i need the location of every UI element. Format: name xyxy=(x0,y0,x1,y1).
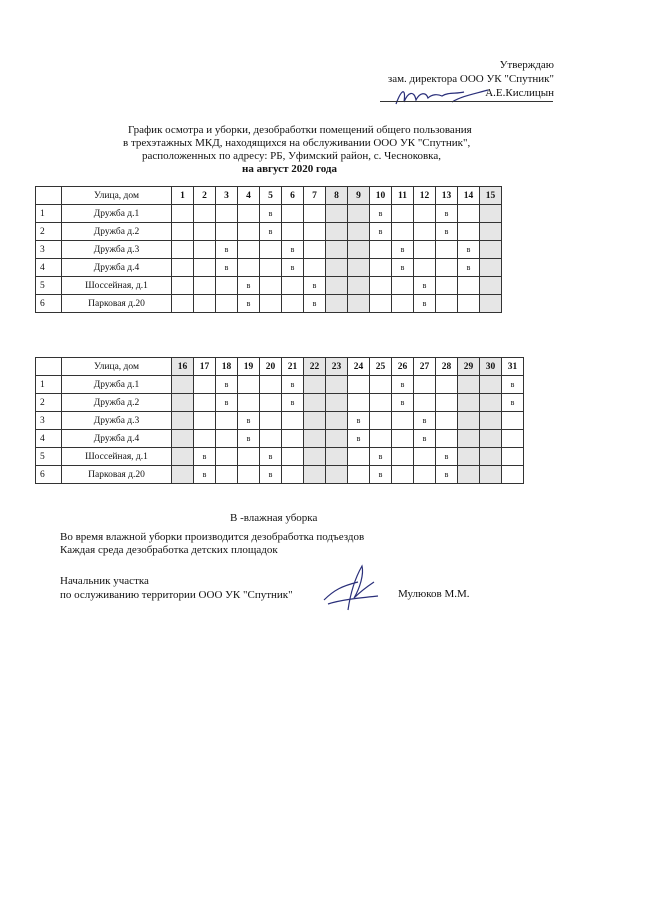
schedule-cell xyxy=(414,205,436,223)
table-row xyxy=(36,241,502,259)
schedule-cell: в xyxy=(436,466,458,484)
day-header: 21 xyxy=(282,358,304,376)
schedule-cell: в xyxy=(194,448,216,466)
schedule-cell xyxy=(216,223,238,241)
table-row xyxy=(36,466,524,484)
schedule-cell xyxy=(238,205,260,223)
schedule-cell: в xyxy=(216,376,238,394)
schedule-cell xyxy=(392,295,414,313)
schedule-cell xyxy=(436,295,458,313)
schedule-cell: в xyxy=(238,277,260,295)
schedule-cell: в xyxy=(414,295,436,313)
schedule-cell xyxy=(348,448,370,466)
schedule-cell xyxy=(502,412,524,430)
schedule-cell xyxy=(458,223,480,241)
row-street: Парковая д.20 xyxy=(62,295,172,313)
schedule-cell xyxy=(348,376,370,394)
schedule-cell xyxy=(260,277,282,295)
table-row xyxy=(36,259,502,277)
schedule-cell xyxy=(348,259,370,277)
schedule-cell xyxy=(238,376,260,394)
schedule-cell xyxy=(348,241,370,259)
row-street: Дружба д.2 xyxy=(62,394,172,412)
schedule-cell xyxy=(326,295,348,313)
schedule-cell xyxy=(502,448,524,466)
schedule-cell xyxy=(370,394,392,412)
day-header: 23 xyxy=(326,358,348,376)
legend: В -влажная уборка xyxy=(230,512,318,524)
table-row xyxy=(36,277,502,295)
schedule-cell xyxy=(304,241,326,259)
row-number: 5 xyxy=(36,277,62,295)
schedule-cell xyxy=(326,223,348,241)
schedule-cell xyxy=(260,241,282,259)
schedule-cell xyxy=(172,223,194,241)
schedule-cell xyxy=(326,205,348,223)
schedule-cell xyxy=(370,412,392,430)
schedule-cell xyxy=(414,223,436,241)
approval-signature-line xyxy=(380,101,553,102)
schedule-cell: в xyxy=(238,430,260,448)
schedule-cell xyxy=(304,430,326,448)
schedule-cell xyxy=(260,430,282,448)
chief-signature xyxy=(318,560,388,614)
note-1: Во время влажной уборки производится дезобработка подъездов xyxy=(60,531,365,543)
schedule-cell xyxy=(304,448,326,466)
day-header: 2 xyxy=(194,187,216,205)
schedule-cell xyxy=(480,412,502,430)
schedule-cell xyxy=(194,259,216,277)
schedule-cell xyxy=(260,376,282,394)
day-header: 30 xyxy=(480,358,502,376)
day-header: 12 xyxy=(414,187,436,205)
schedule-cell xyxy=(282,295,304,313)
day-header: 31 xyxy=(502,358,524,376)
schedule-cell: в xyxy=(392,394,414,412)
schedule-cell xyxy=(216,430,238,448)
title-line-2: в трехэтажных МКД, находящихся на обслуживании ООО УК "Спутник", xyxy=(123,137,471,149)
schedule-cell xyxy=(392,277,414,295)
schedule-cell xyxy=(414,376,436,394)
day-header: 18 xyxy=(216,358,238,376)
table-row xyxy=(36,223,502,241)
row-street: Дружба д.2 xyxy=(62,223,172,241)
table-header-row xyxy=(36,358,524,376)
schedule-cell xyxy=(304,394,326,412)
header-street: Улица, дом xyxy=(62,358,172,376)
day-header: 28 xyxy=(436,358,458,376)
schedule-cell xyxy=(326,412,348,430)
schedule-cell xyxy=(304,259,326,277)
schedule-cell xyxy=(414,394,436,412)
schedule-cell xyxy=(370,376,392,394)
table-row xyxy=(36,430,524,448)
schedule-cell xyxy=(370,430,392,448)
schedule-cell xyxy=(414,448,436,466)
schedule-cell xyxy=(502,430,524,448)
schedule-cell xyxy=(458,376,480,394)
schedule-cell xyxy=(392,412,414,430)
schedule-cell xyxy=(216,466,238,484)
notes xyxy=(60,531,364,557)
day-header: 14 xyxy=(458,187,480,205)
schedule-cell xyxy=(194,394,216,412)
schedule-cell xyxy=(348,205,370,223)
schedule-cell xyxy=(348,394,370,412)
schedule-cell xyxy=(172,295,194,313)
schedule-cell xyxy=(480,466,502,484)
schedule-cell xyxy=(392,223,414,241)
schedule-cell xyxy=(370,277,392,295)
day-header: 1 xyxy=(172,187,194,205)
table-row xyxy=(36,295,502,313)
table-row xyxy=(36,412,524,430)
day-header: 24 xyxy=(348,358,370,376)
row-number: 3 xyxy=(36,412,62,430)
schedule-cell: в xyxy=(502,394,524,412)
header-num-cell xyxy=(36,358,62,376)
schedule-cell xyxy=(502,466,524,484)
schedule-cell: в xyxy=(502,376,524,394)
schedule-cell: в xyxy=(260,223,282,241)
schedule-cell: в xyxy=(370,205,392,223)
schedule-cell xyxy=(326,376,348,394)
schedule-cell: в xyxy=(260,466,282,484)
schedule-cell xyxy=(304,376,326,394)
schedule-cell xyxy=(480,448,502,466)
row-street: Дружба д.1 xyxy=(62,205,172,223)
schedule-cell xyxy=(304,205,326,223)
schedule-cell xyxy=(172,205,194,223)
day-header: 5 xyxy=(260,187,282,205)
schedule-cell xyxy=(238,241,260,259)
schedule-cell xyxy=(172,376,194,394)
row-number: 6 xyxy=(36,466,62,484)
schedule-cell xyxy=(326,277,348,295)
schedule-cell xyxy=(172,448,194,466)
row-street: Дружба д.3 xyxy=(62,241,172,259)
table-row xyxy=(36,394,524,412)
schedule-cell xyxy=(194,430,216,448)
schedule-cell xyxy=(194,205,216,223)
schedule-cell: в xyxy=(392,376,414,394)
row-number: 5 xyxy=(36,448,62,466)
schedule-cell xyxy=(216,277,238,295)
schedule-cell: в xyxy=(216,259,238,277)
schedule-cell xyxy=(172,241,194,259)
header-street: Улица, дом xyxy=(62,187,172,205)
schedule-cell: в xyxy=(436,205,458,223)
schedule-cell xyxy=(480,223,502,241)
day-header: 26 xyxy=(392,358,414,376)
schedule-cell xyxy=(458,448,480,466)
schedule-cell xyxy=(282,223,304,241)
schedule-cell xyxy=(458,430,480,448)
schedule-cell xyxy=(326,430,348,448)
schedule-cell xyxy=(436,259,458,277)
schedule-cell xyxy=(480,430,502,448)
row-street: Дружба д.1 xyxy=(62,376,172,394)
day-header: 8 xyxy=(326,187,348,205)
schedule-cell xyxy=(172,259,194,277)
schedule-cell xyxy=(172,394,194,412)
schedule-cell xyxy=(392,466,414,484)
schedule-cell xyxy=(194,241,216,259)
schedule-cell xyxy=(282,412,304,430)
chief-title: Начальник участка xyxy=(60,575,149,587)
schedule-cell xyxy=(304,223,326,241)
schedule-cell: в xyxy=(260,448,282,466)
schedule-cell xyxy=(458,277,480,295)
schedule-cell: в xyxy=(370,448,392,466)
day-header: 15 xyxy=(480,187,502,205)
schedule-cell xyxy=(172,466,194,484)
schedule-cell xyxy=(216,205,238,223)
schedule-cell: в xyxy=(194,466,216,484)
row-number: 4 xyxy=(36,259,62,277)
schedule-cell xyxy=(216,448,238,466)
schedule-cell xyxy=(260,394,282,412)
schedule-cell xyxy=(458,412,480,430)
schedule-cell xyxy=(260,295,282,313)
day-header: 29 xyxy=(458,358,480,376)
note-2: Каждая среда дезобработка детских площадок xyxy=(60,544,278,556)
schedule-cell xyxy=(480,241,502,259)
schedule-cell: в xyxy=(304,295,326,313)
day-header: 25 xyxy=(370,358,392,376)
schedule-cell xyxy=(282,430,304,448)
title-period: на август 2020 года xyxy=(242,163,337,175)
schedule-cell xyxy=(436,241,458,259)
row-number: 1 xyxy=(36,205,62,223)
approval-name: А.Е.Кислицын xyxy=(485,87,554,99)
schedule-cell xyxy=(436,412,458,430)
schedule-cell xyxy=(172,412,194,430)
schedule-cell: в xyxy=(238,295,260,313)
schedule-cell xyxy=(194,295,216,313)
schedule-cell xyxy=(414,241,436,259)
schedule-cell xyxy=(480,259,502,277)
schedule-cell xyxy=(348,223,370,241)
row-street: Шоссейная, д.1 xyxy=(62,448,172,466)
day-header: 6 xyxy=(282,187,304,205)
schedule-cell xyxy=(326,448,348,466)
schedule-cell xyxy=(392,448,414,466)
schedule-cell xyxy=(480,205,502,223)
row-number: 2 xyxy=(36,223,62,241)
schedule-cell xyxy=(458,466,480,484)
table-row xyxy=(36,205,502,223)
row-street: Дружба д.4 xyxy=(62,430,172,448)
schedule-cell xyxy=(260,412,282,430)
table-header-row xyxy=(36,187,502,205)
table-row xyxy=(36,448,524,466)
schedule-cell: в xyxy=(348,412,370,430)
schedule-cell xyxy=(480,277,502,295)
schedule-cell xyxy=(326,241,348,259)
day-header: 20 xyxy=(260,358,282,376)
row-street: Шоссейная, д.1 xyxy=(62,277,172,295)
day-header: 11 xyxy=(392,187,414,205)
schedule-cell: в xyxy=(282,394,304,412)
schedule-table-2 xyxy=(35,357,524,484)
schedule-table-1 xyxy=(35,186,502,313)
day-header: 19 xyxy=(238,358,260,376)
approval-position: зам. директора ООО УК "Спутник" xyxy=(387,73,554,85)
schedule-cell xyxy=(436,277,458,295)
day-header: 27 xyxy=(414,358,436,376)
day-header: 13 xyxy=(436,187,458,205)
schedule-cell xyxy=(216,412,238,430)
schedule-cell xyxy=(326,466,348,484)
schedule-cell: в xyxy=(436,448,458,466)
schedule-cell: в xyxy=(414,430,436,448)
schedule-cell: в xyxy=(216,241,238,259)
chief-block xyxy=(60,574,293,602)
schedule-cell xyxy=(436,394,458,412)
schedule-cell xyxy=(238,223,260,241)
schedule-cell xyxy=(458,205,480,223)
schedule-cell xyxy=(392,430,414,448)
chief-name: Мулюков М.М. xyxy=(398,588,470,600)
schedule-cell: в xyxy=(392,241,414,259)
document-title xyxy=(123,124,472,176)
title-line-3: расположенных по адресу: РБ, Уфимский район, с. Чесноковка, xyxy=(142,150,441,162)
row-number: 6 xyxy=(36,295,62,313)
schedule-cell xyxy=(216,295,238,313)
schedule-cell xyxy=(370,241,392,259)
header-num-cell xyxy=(36,187,62,205)
schedule-cell xyxy=(370,295,392,313)
schedule-cell xyxy=(304,412,326,430)
row-number: 4 xyxy=(36,430,62,448)
schedule-cell xyxy=(458,295,480,313)
schedule-cell: в xyxy=(216,394,238,412)
schedule-cell xyxy=(194,223,216,241)
row-street: Дружба д.3 xyxy=(62,412,172,430)
schedule-cell xyxy=(282,448,304,466)
day-header: 17 xyxy=(194,358,216,376)
schedule-cell: в xyxy=(238,412,260,430)
schedule-cell: в xyxy=(414,412,436,430)
schedule-cell: в xyxy=(282,241,304,259)
schedule-cell: в xyxy=(436,223,458,241)
schedule-cell xyxy=(282,277,304,295)
row-number: 1 xyxy=(36,376,62,394)
day-header: 3 xyxy=(216,187,238,205)
row-street: Парковая д.20 xyxy=(62,466,172,484)
schedule-cell xyxy=(238,448,260,466)
schedule-cell xyxy=(238,394,260,412)
schedule-cell: в xyxy=(370,466,392,484)
day-header: 9 xyxy=(348,187,370,205)
schedule-cell xyxy=(282,466,304,484)
schedule-cell xyxy=(436,430,458,448)
schedule-cell xyxy=(260,259,282,277)
schedule-cell: в xyxy=(414,277,436,295)
table-row xyxy=(36,376,524,394)
schedule-cell: в xyxy=(370,223,392,241)
schedule-cell xyxy=(326,259,348,277)
schedule-cell xyxy=(436,376,458,394)
schedule-cell xyxy=(480,376,502,394)
schedule-cell xyxy=(194,376,216,394)
approval-heading: Утверждаю xyxy=(499,59,554,71)
schedule-cell xyxy=(326,394,348,412)
schedule-cell xyxy=(414,259,436,277)
schedule-cell xyxy=(458,394,480,412)
schedule-cell xyxy=(414,466,436,484)
title-line-1: График осмотра и уборки, дезобработки помещений общего пользования xyxy=(128,124,472,136)
day-header: 4 xyxy=(238,187,260,205)
schedule-cell xyxy=(348,466,370,484)
schedule-cell xyxy=(480,295,502,313)
day-header: 16 xyxy=(172,358,194,376)
chief-department: по ослуживанию территории ООО УК "Спутник" xyxy=(60,589,293,601)
schedule-cell xyxy=(480,394,502,412)
schedule-cell xyxy=(370,259,392,277)
schedule-cell xyxy=(194,277,216,295)
schedule-cell xyxy=(282,205,304,223)
row-street: Дружба д.4 xyxy=(62,259,172,277)
schedule-cell: в xyxy=(348,430,370,448)
schedule-cell: в xyxy=(304,277,326,295)
day-header: 10 xyxy=(370,187,392,205)
schedule-cell: в xyxy=(458,241,480,259)
schedule-cell xyxy=(194,412,216,430)
schedule-cell: в xyxy=(392,259,414,277)
schedule-cell xyxy=(238,259,260,277)
row-number: 3 xyxy=(36,241,62,259)
schedule-cell xyxy=(348,277,370,295)
schedule-cell xyxy=(304,466,326,484)
schedule-cell xyxy=(238,466,260,484)
schedule-cell xyxy=(172,277,194,295)
schedule-cell: в xyxy=(458,259,480,277)
schedule-cell: в xyxy=(282,376,304,394)
schedule-cell: в xyxy=(260,205,282,223)
schedule-cell xyxy=(172,430,194,448)
schedule-cell: в xyxy=(282,259,304,277)
schedule-cell xyxy=(348,295,370,313)
approver-signature xyxy=(392,84,492,108)
schedule-cell xyxy=(392,205,414,223)
day-header: 22 xyxy=(304,358,326,376)
day-header: 7 xyxy=(304,187,326,205)
row-number: 2 xyxy=(36,394,62,412)
